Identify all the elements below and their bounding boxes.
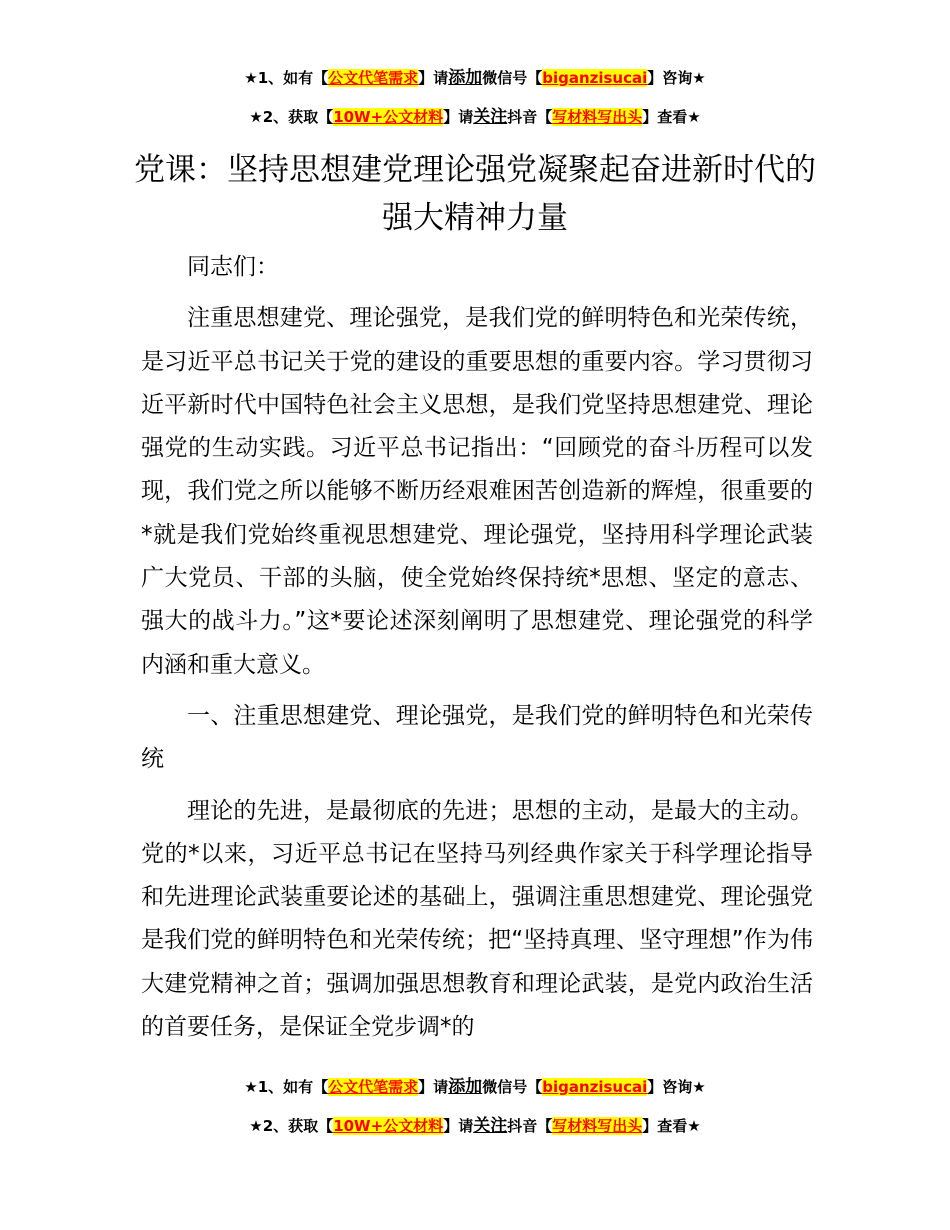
document-title: 党课：坚持思想建党理论强党凝聚起奋进新时代的强大精神力量 <box>134 152 816 236</box>
promo-highlight: 写材料写出头 <box>552 1117 643 1135</box>
section-heading: 一、注重思想建党、理论强党，是我们党的鲜明特色和光荣传统 <box>141 702 813 773</box>
promo-emphasis: 添加 <box>448 68 483 88</box>
promo-highlight: 公文代笔需求 <box>328 1078 419 1096</box>
promo-suffix: 】咨询★ <box>647 69 706 87</box>
promo-text: 】请 <box>443 108 474 126</box>
promo-emphasis: 添加 <box>448 1077 483 1097</box>
promo-line-1-bottom <box>0 1076 950 1098</box>
promo-prefix: ★1、如有【 <box>244 1078 329 1096</box>
promo-suffix: 】咨询★ <box>647 1078 706 1096</box>
promo-line-2 <box>0 106 950 128</box>
promo-highlight: biganzisucai <box>542 69 648 87</box>
promo-highlight: biganzisucai <box>542 1078 648 1096</box>
promo-text: 】请 <box>443 1117 474 1135</box>
promo-suffix: 】查看★ <box>642 1117 701 1135</box>
promo-highlight: 公文代笔需求 <box>328 69 419 87</box>
promo-highlight: 10W+公文材料 <box>333 108 444 126</box>
promo-line-2-bottom <box>0 1115 950 1137</box>
promo-text: 微信号【 <box>482 69 543 87</box>
promo-prefix: ★2、获取【 <box>249 108 334 126</box>
promo-prefix: ★2、获取【 <box>249 1117 334 1135</box>
paragraph: 注重思想建党、理论强党，是我们党的鲜明特色和光荣传统，是习近平总书记关于党的建设的重要思想的重要内容。学习贯彻习近平新时代中国特色社会主义思想，是我们党坚持思想建党、理论强党的生动实践。习近平总书记指出：“回顾党的奋斗历程可以发现，我们党之所以能够不断历经艰难困苦创造新的辉煌，很重要的*就是我们党始终重视思想建党、理论强党，坚持用科学理论武装广大党员、干部的头脑，使全党始终保持统*思想、坚定的意志、强大的战斗力。”这*要论述深刻阐明了思想建党、理论强党的科学内涵和重大意义。 <box>141 305 813 678</box>
greeting: 同志们： <box>187 254 279 280</box>
promo-suffix: 】查看★ <box>642 108 701 126</box>
promo-text: 抖音【 <box>507 108 553 126</box>
promo-highlight: 10W+公文材料 <box>333 1117 444 1135</box>
promo-emphasis: 关注 <box>473 107 508 127</box>
promo-text: 抖音【 <box>507 1117 553 1135</box>
promo-text: 】请 <box>418 69 449 87</box>
promo-text: 微信号【 <box>482 1078 543 1096</box>
document-body <box>141 246 813 1049</box>
promo-prefix: ★1、如有【 <box>244 69 329 87</box>
promo-emphasis: 关注 <box>473 1116 508 1136</box>
promo-line-1 <box>0 67 950 89</box>
paragraph: 理论的先进，是最彻底的先进；思想的主动，是最大的主动。党的*以来，习近平总书记在坚持马列经典作家关于科学理论指导和先进理论武装重要论述的基础上，强调注重思想建党、理论强党是我们党的鲜明特色和光荣传统；把“坚持真理、坚守理想”作为伟大建党精神之首；强调加强思想教育和理论武装，是党内政治生活的首要任务，是保证全党步调*的 <box>141 797 813 1041</box>
promo-text: 】请 <box>418 1078 449 1096</box>
promo-highlight: 写材料写出头 <box>552 108 643 126</box>
